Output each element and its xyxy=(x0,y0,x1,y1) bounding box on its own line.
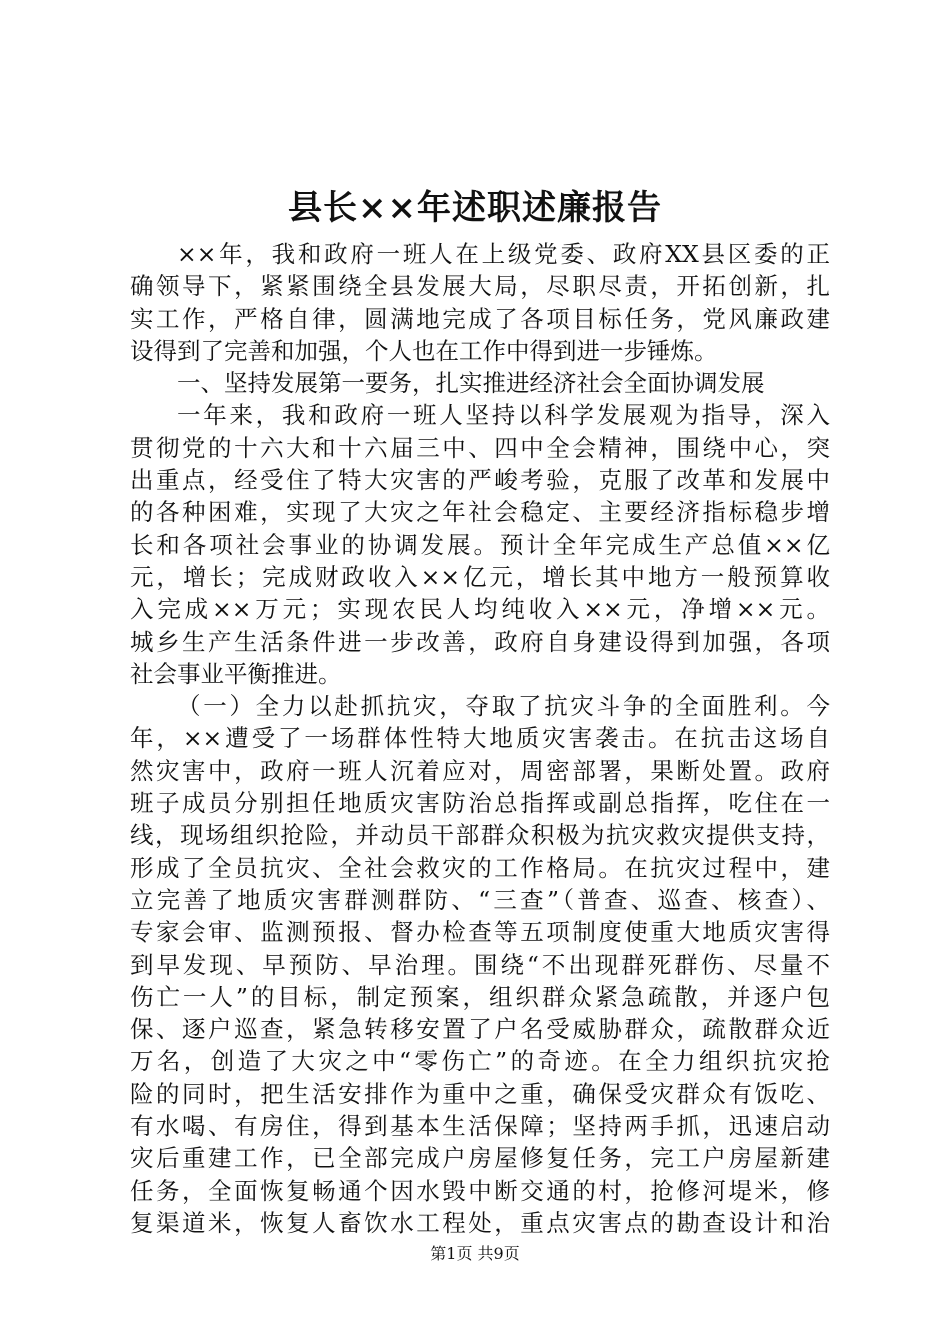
body-line: 到早发现、早预防、早治理。围绕“不出现群死群伤、尽量不 xyxy=(130,950,830,979)
body-line: 确领导下，紧紧围绕全县发展大局，尽职尽责，开拓创新，扎 xyxy=(130,272,830,301)
body-line: 出重点，经受住了特大灾害的严峻考验，克服了改革和发展中 xyxy=(130,466,830,495)
body-line: 然灾害中，政府一班人沉着应对，周密部署，果断处置。政府 xyxy=(130,756,830,785)
body-line: 线，现场组织抢险，并动员干部群众积极为抗灾救灾提供支持， xyxy=(130,821,830,850)
body-line: 专家会审、监测预报、督办检查等五项制度使重大地质灾害得 xyxy=(130,918,830,947)
body-line: 万名，创造了大灾之中“零伤亡”的奇迹。在全力组织抗灾抢 xyxy=(130,1047,830,1076)
body-line: 保、逐户巡查，紧急转移安置了户名受威胁群众，疏散群众近 xyxy=(130,1015,830,1044)
body-line: 城乡生产生活条件进一步改善，政府自身建设得到加强，各项 xyxy=(130,627,830,656)
body-line: 形成了全员抗灾、全社会救灾的工作格局。在抗灾过程中，建 xyxy=(130,853,830,882)
body-line: 元，增长；完成财政收入××亿元，增长其中地方一般预算收 xyxy=(130,562,830,591)
body-line: 入完成××万元；实现农民人均纯收入××元，净增××元。 xyxy=(130,595,830,624)
body-line: 有水喝、有房住，得到基本生活保障；坚持两手抓，迅速启动 xyxy=(130,1112,830,1141)
body-line: 的各种困难，实现了大灾之年社会稳定、主要经济指标稳步增 xyxy=(130,498,830,527)
body-line: 灾后重建工作，已全部完成户房屋修复任务，完工户房屋新建 xyxy=(130,1144,830,1173)
body-line: 班子成员分别担任地质灾害防治总指挥或副总指挥，吃住在一 xyxy=(130,789,830,818)
body-line: 伤亡一人”的目标，制定预案，组织群众紧急疏散，并逐户包 xyxy=(130,982,830,1011)
body-line: 贯彻党的十六大和十六届三中、四中全会精神，围绕中心，突 xyxy=(130,433,830,462)
body-line: 立完善了地质灾害群测群防、“三查”（普查、巡查、核查）、 xyxy=(130,885,830,914)
body-line: 险的同时，把生活安排作为重中之重，确保受灾群众有饭吃、 xyxy=(130,1079,830,1108)
document-body xyxy=(130,238,830,1239)
body-line: 复渠道米，恢复人畜饮水工程处，重点灾害点的勘查设计和治 xyxy=(130,1208,830,1237)
body-line: 任务，全面恢复畅通个因水毁中断交通的村，抢修河堤米，修 xyxy=(130,1176,830,1205)
body-line: 长和各项社会事业的协调发展。预计全年完成生产总值××亿 xyxy=(130,530,830,559)
body-line: 一年来，我和政府一班人坚持以科学发展观为指导，深入 xyxy=(177,401,830,430)
page-indicator: 第1页 共9页 xyxy=(430,1244,520,1263)
body-line: （一）全力以赴抓抗灾，夺取了抗灾斗争的全面胜利。今 xyxy=(177,692,830,721)
body-line: 设得到了完善和加强，个人也在工作中得到进一步锤炼。 xyxy=(130,336,718,365)
body-line: 社会事业平衡推进。 xyxy=(130,659,342,688)
body-line: ××年，我和政府一班人在上级党委、政府XX县区委的正 xyxy=(177,240,830,268)
page-footer xyxy=(0,1243,950,1265)
body-line: 年，××遭受了一场群体性特大地质灾害袭击。在抗击这场自 xyxy=(130,724,830,753)
body-line: 实工作，严格自律，圆满地完成了各项目标任务，党风廉政建 xyxy=(130,304,830,333)
document-title: 县长××年述职述廉报告 xyxy=(288,188,662,228)
section-heading: 一、坚持发展第一要务，扎实推进经济社会全面协调发展 xyxy=(177,369,765,398)
